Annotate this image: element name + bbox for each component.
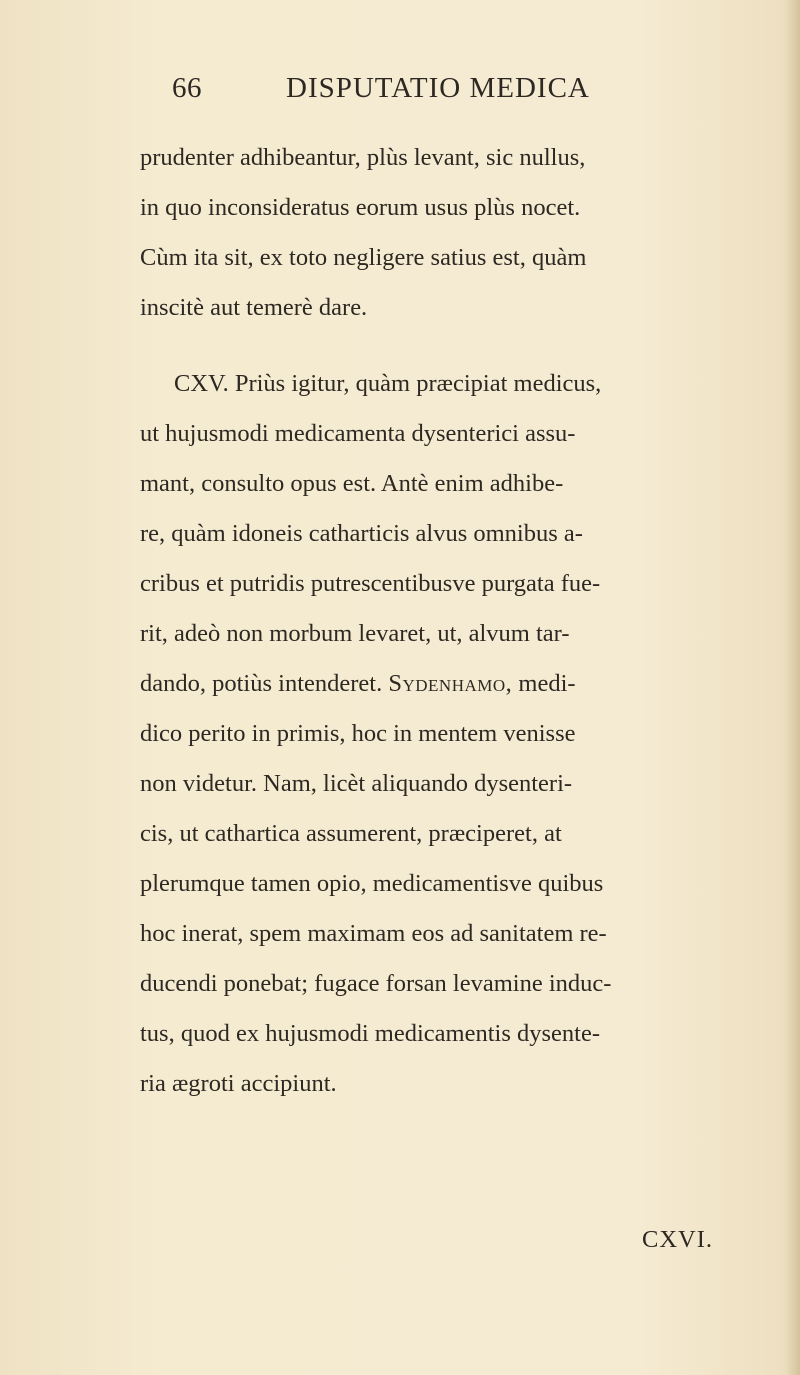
text-line: re, quàm idoneis catharticis alvus omnibus a- (140, 520, 583, 547)
text-line: ut hujusmodi medicamenta dysenterici assu- (140, 420, 576, 447)
text-line: Cùm ita sit, ex toto negligere satius est, quàm (140, 244, 587, 271)
text-line: cribus et putridis putrescentibusve purgata fue- (140, 570, 601, 597)
text-line: non videtur. Nam, licèt aliquando dysenteri- (140, 770, 573, 797)
section-first-line-text: Priùs igitur, quàm præcipiat medicus, (234, 370, 602, 397)
page-edge-shadow (786, 0, 800, 1375)
text-line: plerumque tamen opio, medicamentisve quibus (140, 870, 604, 897)
text-line: ducendi ponebat; fugace forsan levamine induc- (140, 970, 612, 997)
text-line-with-name (140, 669, 770, 699)
page-number: 66 (172, 72, 202, 104)
text-line-part: medi- (512, 670, 576, 697)
author-name: Sydenhamo, (388, 670, 513, 697)
catchword: CXVI. (642, 1226, 714, 1253)
text-line: ria ægroti accipiunt. (140, 1070, 337, 1097)
section-first-line (174, 369, 800, 399)
text-line: hoc inerat, spem maximam eos ad sanitatem re- (140, 920, 607, 947)
text-line: prudenter adhibeantur, plùs levant, sic nullus, (140, 144, 586, 171)
text-line: inscitè aut temerè dare. (140, 294, 368, 321)
text-line-part: dando, potiùs intenderet. (140, 670, 389, 697)
running-head (172, 72, 632, 116)
text-line: rit, adeò non morbum levaret, ut, alvum tar- (140, 620, 570, 647)
text-line: cis, ut cathartica assumerent, præciperet, at (140, 820, 562, 847)
text-line: dico perito in primis, hoc in mentem venisse (140, 720, 576, 747)
text-line: tus, quod ex hujusmodi medicamentis dysente- (140, 1020, 600, 1047)
text-line: mant, consulto opus est. Antè enim adhibe- (140, 470, 564, 497)
running-title: DISPUTATIO MEDICA (286, 72, 590, 104)
section-number: CXV. (174, 370, 229, 397)
text-line: in quo inconsideratus eorum usus plùs nocet. (140, 194, 581, 221)
